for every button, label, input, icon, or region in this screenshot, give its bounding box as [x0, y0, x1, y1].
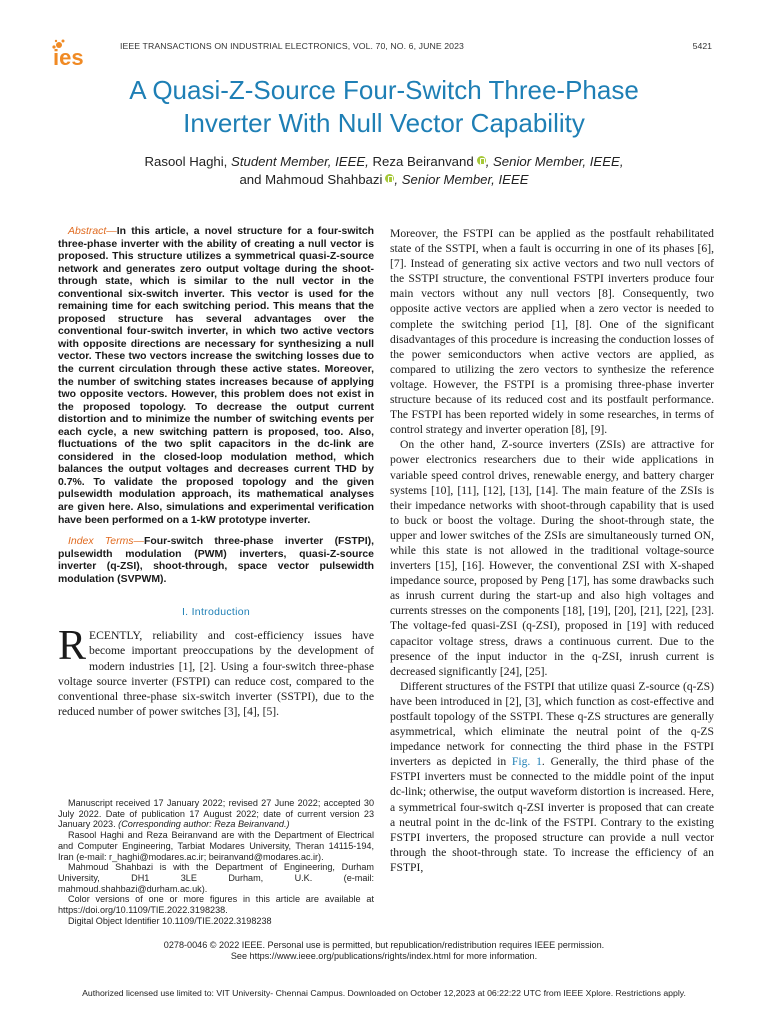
author-2-role: , Senior Member, IEEE,	[485, 154, 624, 169]
author-3: and Mahmoud Shahbazi	[239, 172, 383, 187]
footnote-received: Manuscript received 17 January 2022; revised 27 June 2022; accepted 30 July 2022. Date of publication 17 August 2022; date of current version 23 January 2023. (Corresponding author: Reza Beiranvand.)	[58, 798, 374, 830]
index-terms-text: Four-switch three-phase inverter (FSTPI), pulsewidth modulation (PWM) inverters, quasi-Z-source inverter (q-ZSI), shoot-through, space vector pulsewidth modulation (SVPWM).	[58, 536, 374, 585]
paper-title	[40, 74, 728, 140]
left-column	[58, 226, 374, 719]
footnote-doi: Digital Object Identifier 10.1109/TIE.2022.3198238	[68, 915, 272, 926]
author-2: Reza Beiranvand	[372, 154, 474, 169]
corresponding-author: (Corresponding author: Reza Beiranvand.)	[118, 819, 290, 830]
page-number: 5421	[692, 41, 712, 51]
figure-link[interactable]: Fig. 1	[511, 755, 542, 769]
orcid-icon[interactable]	[477, 156, 486, 165]
body-paragraph: Moreover, the FSTPI can be applied as the postfault rehabilitated state of the SSTPI, when a fault is occurring in one of its phases [6], [7]. Instead of generating six active vectors and two null vectors of the SSTPI structure, the conventional FSTPI inverters produce four main vectors without any null vectors [8]. Consequently, two opposite active vectors are applied when a zero vector is needed to complete the switching period [1], [8]. One of the significant disadvantages of this procedure is increasing the conduction losses of the power semiconductors when active vectors are applied, as compared to utilizing the zero vectors to synthesize the reference voltage. However, the FSTPI is a promising three-phase inverter structure because of its reduced cost and its postfault performance. The FSTPI has been reported widely in some researches, in terms of control strategy and inverter operation [8], [9].	[390, 227, 714, 437]
author-1: Rasool Haghi,	[144, 154, 228, 169]
right-column	[390, 226, 714, 875]
author-list	[60, 153, 708, 189]
intro-paragraph	[58, 623, 374, 719]
page-header	[50, 38, 712, 68]
footnote-affiliation-1: Rasool Haghi and Reza Beiranvand are with the Department of Electrical and Computer Engineering, Tarbiat Modares University, Theran 14115-194, Iran (e-mail: r_haghi@modares.ac.ir; beiranvand@modares.ac.ir).	[58, 830, 374, 862]
body-paragraph: On the other hand, Z-source inverters (ZSIs) are attractive for power electronics researchers due to their wide applications in variable speed control drives, renewable energy, and battery charger systems [10], [11], [12], [13], [14]. The main feature of the ZSIs is their impedance networks with shoot-through capability that is used to buck or boost the voltage. During the shoot-through state, the upper and lower switches of the ZSIs are simultaneously turned ON, while this state is not allowed in the traditional voltage-source inverters [15], [16]. However, the conventional ZSI with X-shaped impedance source, proposed by Peng [17], has some drawbacks such as inrush current during the start-up and also high voltages and currents stresses on the components [18], [19], [20], [21], [22], [23]. The voltage-fed quasi-ZSI (q-ZSI), proposed in [19] with reduced capacitor voltage stress, draws a continuous current. Due to the presence of the input inductor in the q-ZSI, inrush current is decreased significantly [24], [25].	[390, 438, 714, 678]
authorized-use-notice: Authorized licensed use limited to: VIT University- Chennai Campus. Downloaded on October 12,2023 at 06:22:22 UTC from IEEE Xplore. Restrictions apply.	[82, 988, 686, 998]
ies-logo	[50, 38, 112, 68]
title-line-1: A Quasi-Z-Source Four-Switch Three-Phase	[129, 75, 639, 105]
footnote-affiliation-2: Mahmoud Shahbazi is with the Department of Engineering, Durham University, DH1 3LE Durham, U.K. (e-mail: mahmoud.shahbazi@durham.ac.uk).	[58, 862, 374, 894]
logo-text: ies	[53, 45, 84, 68]
abstract-text: In this article, a novel structure for a four-switch three-phase inverter with the ability of creating a null vector is proposed. This structure utilizes a symmetrical quasi-Z-source network and generates zero output voltage during the shoot-through state, which is similar to the null vector in the conventional six-switch inverter. This vector is used for the remaining time for each switching period. This means that the proposed structure has several advantages over the conventional four-switch inverter, in which two active vectors with opposite directions are necessary for synthesizing a null vector. These two vectors increase the switching losses due to the current circulation through these active states. Moreover, the number of switching states increases because of applying two opposite vectors. However, this problem does not exist in the proposed topology. To decrease the output current distortion and to minimize the number of switching events per each cycle, a new switching pattern is proposed, too. Also, fluctuations of the two split capacitors in the dc-link are considered in the closed-loop modulation method, which balances the output voltages and decreases current THD by 0.7%. To validate the proposed topology and the given pulsewidth modulation approach, its mathematical analyses are given here. Also, simulations and experimental verification have been performed on a 1-kW prototype inverter.	[58, 226, 374, 526]
intro-text: ECENTLY, reliability and cost-efficiency issues have become important preoccupations by the development of modern industries [1], [2]. Using a four-switch three-phase voltage source inverter (FSTPI) can reduce cost, compared to the conventional three-phase six-switch inverter (SSTPI), due to the reduced number of power switches [3], [4], [5].	[58, 629, 374, 718]
abstract-label: Abstract—	[68, 226, 117, 237]
title-line-2: Inverter With Null Vector Capability	[183, 108, 585, 138]
author-3-role: , Senior Member, IEEE	[394, 172, 529, 187]
index-terms	[58, 536, 374, 586]
index-terms-label: Index Terms—	[68, 536, 144, 548]
drop-cap: R	[58, 623, 87, 670]
journal-name: IEEE TRANSACTIONS ON INDUSTRIAL ELECTRONICS, VOL. 70, NO. 6, JUNE 2023	[120, 41, 464, 51]
footnote-color: Color versions of one or more figures in this article are available at https://doi.org/10.1109/TIE.2022.3198238.	[58, 894, 374, 916]
section-heading: I. Introduction	[181, 606, 251, 619]
body-paragraph: Different structures of the FSTPI that utilize quasi Z-source (q-ZS) have been introduced in [2], [3], which function as cost-effective and postfault topology of the SSTPI. These q-ZS structures are generally asymmetrical, which eliminate the neutral point of the q-ZS impedance network for connecting the third phase in the FSTPI inverters as depicted in Fig. 1. Generally, the third phase of the FSTPI inverters must be connected to the middle point of the input dc-link; otherwise, the output waveform distortion is increased. Here, a symmetrical four-switch q-ZSI inverter is proposed that can create a neutral point in the dc-link of the FSTPI. Contrary to the existing FSTPI inverters, the proposed structure can provide a null vector through the shoot-through state. To increase the efficiency of an FSTPI,	[390, 679, 714, 874]
copyright-line-2: See https://www.ieee.org/publications/rights/index.html for more information.	[230, 951, 538, 961]
author-1-role: Student Member, IEEE,	[231, 154, 369, 169]
copyright-notice	[60, 940, 708, 962]
copyright-line-1: 0278-0046 © 2022 IEEE. Personal use is permitted, but republication/redistribution requires IEEE permission.	[163, 940, 605, 950]
footnotes	[58, 798, 374, 926]
abstract	[58, 226, 374, 527]
